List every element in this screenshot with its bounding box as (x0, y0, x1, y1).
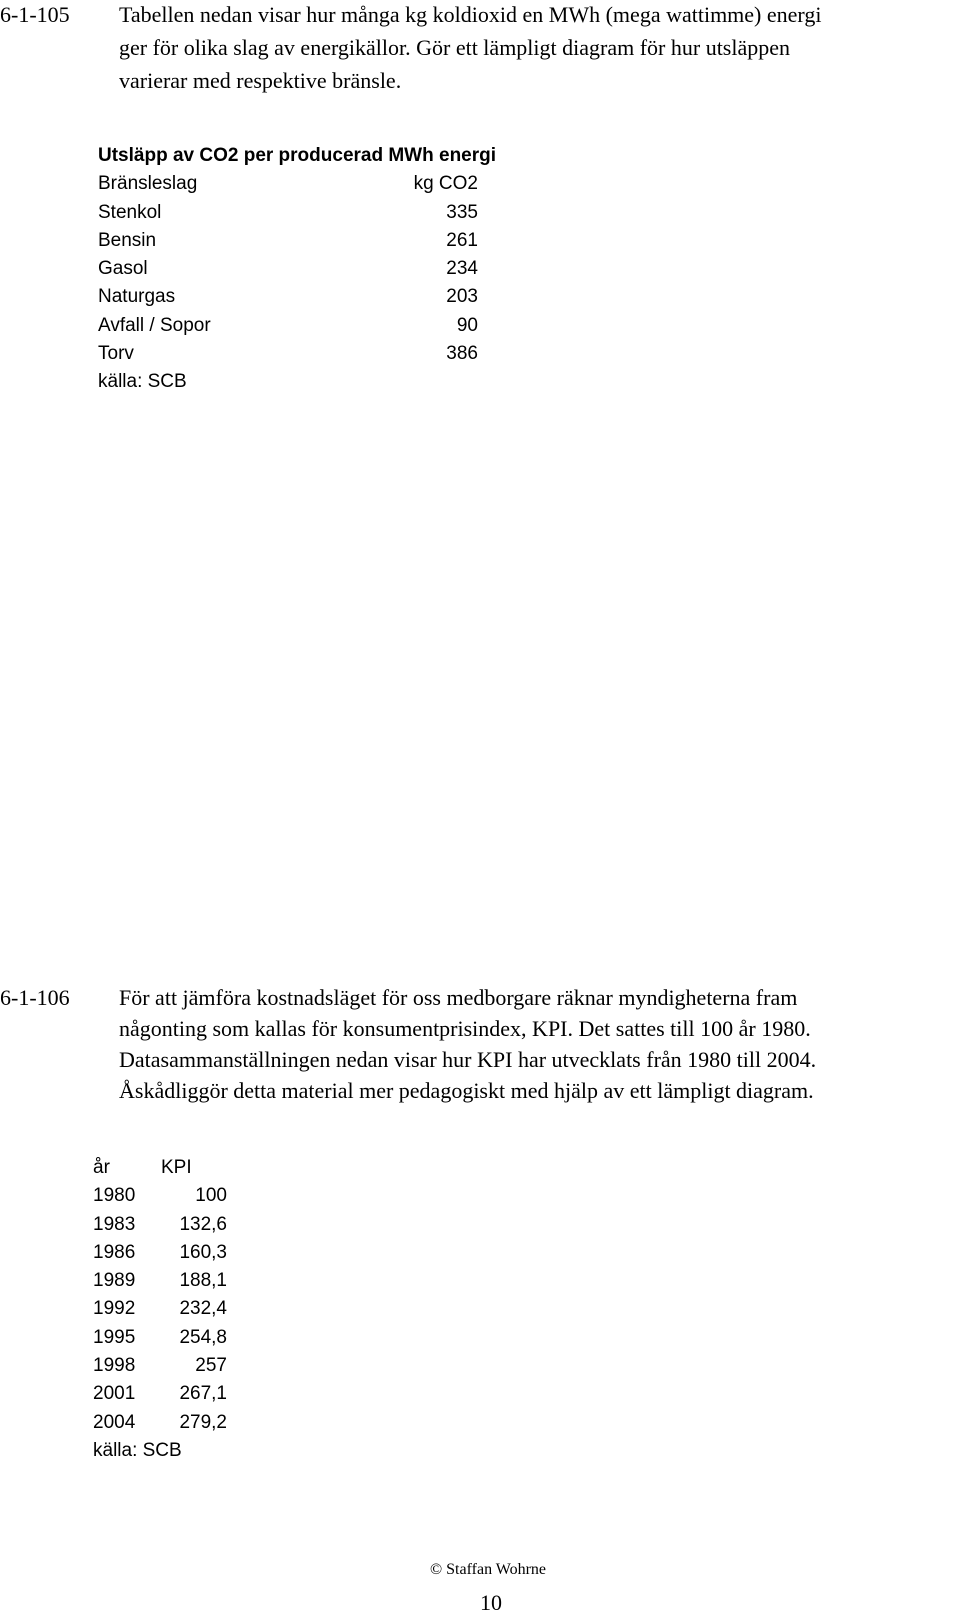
co2-value-cell: 234 (446, 258, 478, 280)
table-row (98, 227, 498, 255)
kpi-value-cell: 232,4 (179, 1298, 227, 1320)
copyright-notice: © Staffan Wohrne (430, 1561, 547, 1578)
table-row (98, 255, 498, 283)
co2-emissions-table (98, 142, 498, 397)
table-title: Utsläpp av CO2 per producerad MWh energi (98, 145, 497, 166)
table-row (93, 1211, 293, 1239)
fuel-cell: Bensin (98, 229, 157, 251)
exercise-number-6-1-105: 6-1-105 (0, 2, 70, 27)
year-cell: 1989 (93, 1270, 136, 1292)
table-row (98, 199, 498, 227)
year-cell: 1980 (93, 1185, 136, 1207)
exercise-text-line: Åskådliggör detta material mer pedagogiskt med hjälp av ett lämpligt diagram. (119, 1078, 814, 1103)
year-cell: 1986 (93, 1241, 136, 1263)
fuel-cell: Torv (98, 343, 134, 365)
table-row (98, 312, 498, 340)
kpi-value-cell: 132,6 (179, 1213, 227, 1235)
co2-value-cell: 261 (446, 229, 478, 251)
exercise-text-line: För att jämföra kostnadsläget för oss medborgare räknar myndigheterna fram (119, 985, 798, 1010)
table-row (98, 283, 498, 311)
kpi-value-cell: 160,3 (179, 1241, 227, 1263)
year-cell: 1992 (93, 1298, 136, 1320)
exercise-number-6-1-106: 6-1-106 (0, 985, 70, 1010)
column-header-year: år (93, 1157, 110, 1178)
table-header-row (93, 1154, 293, 1182)
kpi-value-cell: 257 (195, 1355, 227, 1377)
fuel-cell: Stenkol (98, 201, 162, 223)
kpi-value-cell: 267,1 (179, 1383, 227, 1405)
table-row (93, 1324, 293, 1352)
year-cell: 1998 (93, 1355, 136, 1377)
column-header-co2: kg CO2 (413, 173, 478, 195)
exercise-text-line: Datasammanställningen nedan visar hur KPI har utvecklats från 1980 till 2004. (119, 1047, 817, 1072)
year-cell: 1983 (93, 1213, 136, 1235)
year-cell: 1995 (93, 1326, 136, 1348)
table-source: källa: SCB (93, 1439, 182, 1461)
kpi-table (93, 1154, 293, 1465)
co2-value-cell: 203 (446, 286, 478, 308)
exercise-text-line: någonting som kallas för konsumentprisindex, KPI. Det sattes till 100 år 1980. (119, 1016, 811, 1041)
page-number: 10 (480, 1590, 502, 1615)
co2-value-cell: 386 (446, 343, 478, 365)
co2-value-cell: 335 (446, 201, 478, 223)
table-row (93, 1182, 293, 1210)
column-header-fuel: Bränsleslag (98, 173, 198, 195)
year-cell: 2004 (93, 1411, 136, 1433)
kpi-value-cell: 188,1 (179, 1270, 227, 1292)
table-row (93, 1267, 293, 1295)
exercise-text-6-1-105 (119, 0, 949, 97)
table-row (98, 340, 498, 368)
table-row (93, 1380, 293, 1408)
exercise-text-line: ger för olika slag av energikällor. Gör ett lämpligt diagram för hur utsläppen (119, 35, 791, 60)
co2-value-cell: 90 (456, 314, 478, 336)
table-row (93, 1352, 293, 1380)
fuel-cell: Avfall / Sopor (98, 314, 211, 336)
exercise-text-line: Tabellen nedan visar hur många kg koldioxid en MWh (mega wattimme) energi (119, 2, 822, 27)
table-row (93, 1239, 293, 1267)
fuel-cell: Naturgas (98, 286, 176, 308)
exercise-text-6-1-106 (119, 982, 949, 1106)
table-source: källa: SCB (98, 371, 187, 393)
column-header-kpi: KPI (161, 1157, 192, 1178)
exercise-text-line: varierar med respektive bränsle. (119, 68, 402, 93)
year-cell: 2001 (93, 1383, 136, 1405)
kpi-value-cell: 279,2 (179, 1411, 227, 1433)
kpi-value-cell: 254,8 (179, 1326, 227, 1348)
table-row (93, 1295, 293, 1323)
fuel-cell: Gasol (98, 258, 148, 280)
table-header-row (98, 170, 498, 198)
kpi-value-cell: 100 (195, 1185, 227, 1207)
table-row (93, 1409, 293, 1437)
